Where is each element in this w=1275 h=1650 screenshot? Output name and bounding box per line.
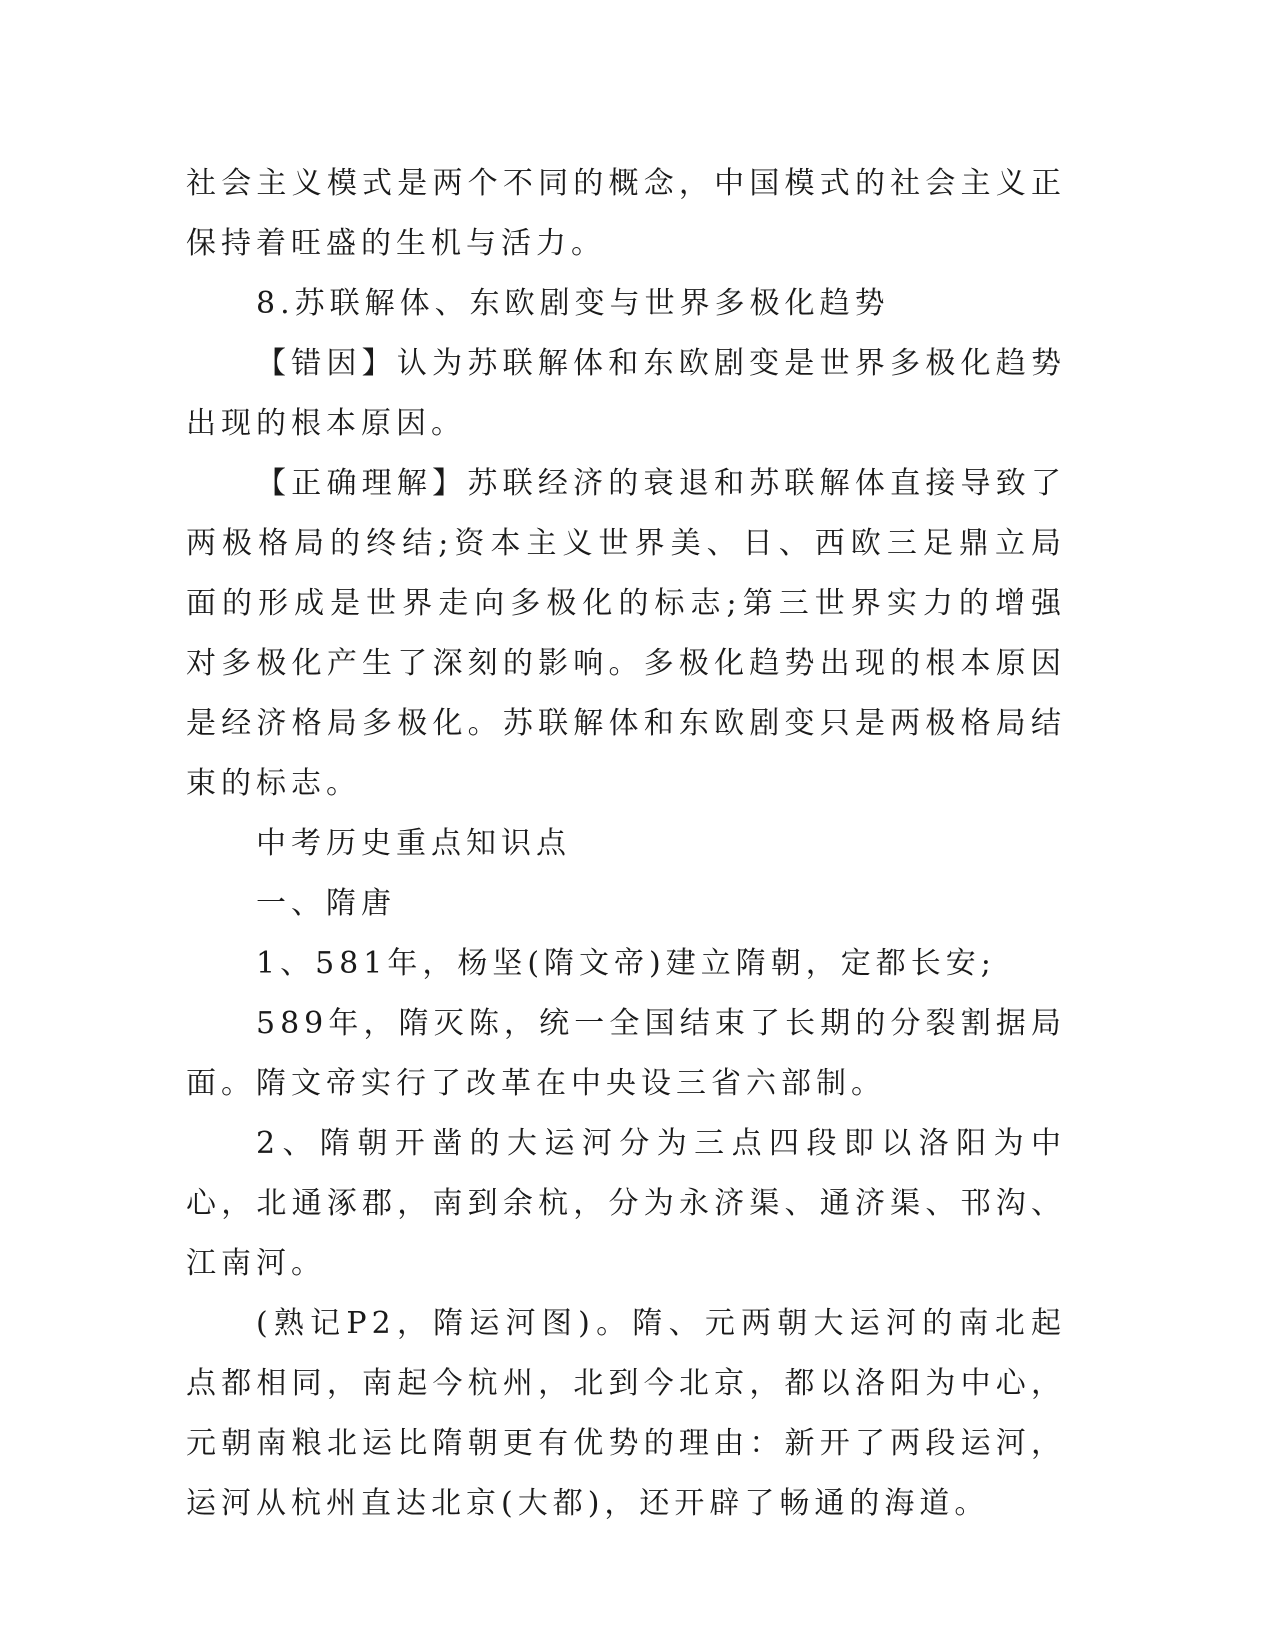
paragraph-2: 8.苏联解体、东欧剧变与世界多极化趋势 bbox=[256, 286, 890, 321]
section-heading: 中考历史重点知识点 bbox=[256, 826, 571, 861]
paragraph-7: 1、581年，杨坚(隋文帝)建立隋朝，定都长安; bbox=[256, 946, 996, 981]
document-body bbox=[186, 154, 1066, 1534]
paragraph-3: 【错因】认为苏联解体和东欧剧变是世界多极化趋势出现的根本原因。 bbox=[186, 346, 1066, 441]
paragraph-9: 2、隋朝开凿的大运河分为三点四段即以洛阳为中心，北通涿郡，南到余杭，分为永济渠、通济渠、邗沟、江南河。 bbox=[186, 1126, 1066, 1281]
paragraph-4: 【正确理解】苏联经济的衰退和苏联解体直接导致了两极格局的终结;资本主义世界美、日、西欧三足鼎立局面的形成是世界走向多极化的标志;第三世界实力的增强对多极化产生了深刻的影响。多极化趋势出现的根本原因是经济格局多极化。苏联解体和东欧剧变只是两极格局结束的标志。 bbox=[186, 466, 1066, 801]
paragraph-10: (熟记P2，隋运河图)。隋、元两朝大运河的南北起点都相同，南起今杭州，北到今北京，都以洛阳为中心，元朝南粮北运比隋朝更有优势的理由：新开了两段运河，运河从杭州直达北京(大都)，还开辟了畅通的海道。 bbox=[186, 1306, 1066, 1521]
subsection-heading: 一、隋唐 bbox=[256, 886, 396, 921]
paragraph-8: 589年，隋灭陈，统一全国结束了长期的分裂割据局面。隋文帝实行了改革在中央设三省六部制。 bbox=[186, 1006, 1066, 1101]
paragraph-1: 社会主义模式是两个不同的概念，中国模式的社会主义正保持着旺盛的生机与活力。 bbox=[186, 166, 1066, 261]
